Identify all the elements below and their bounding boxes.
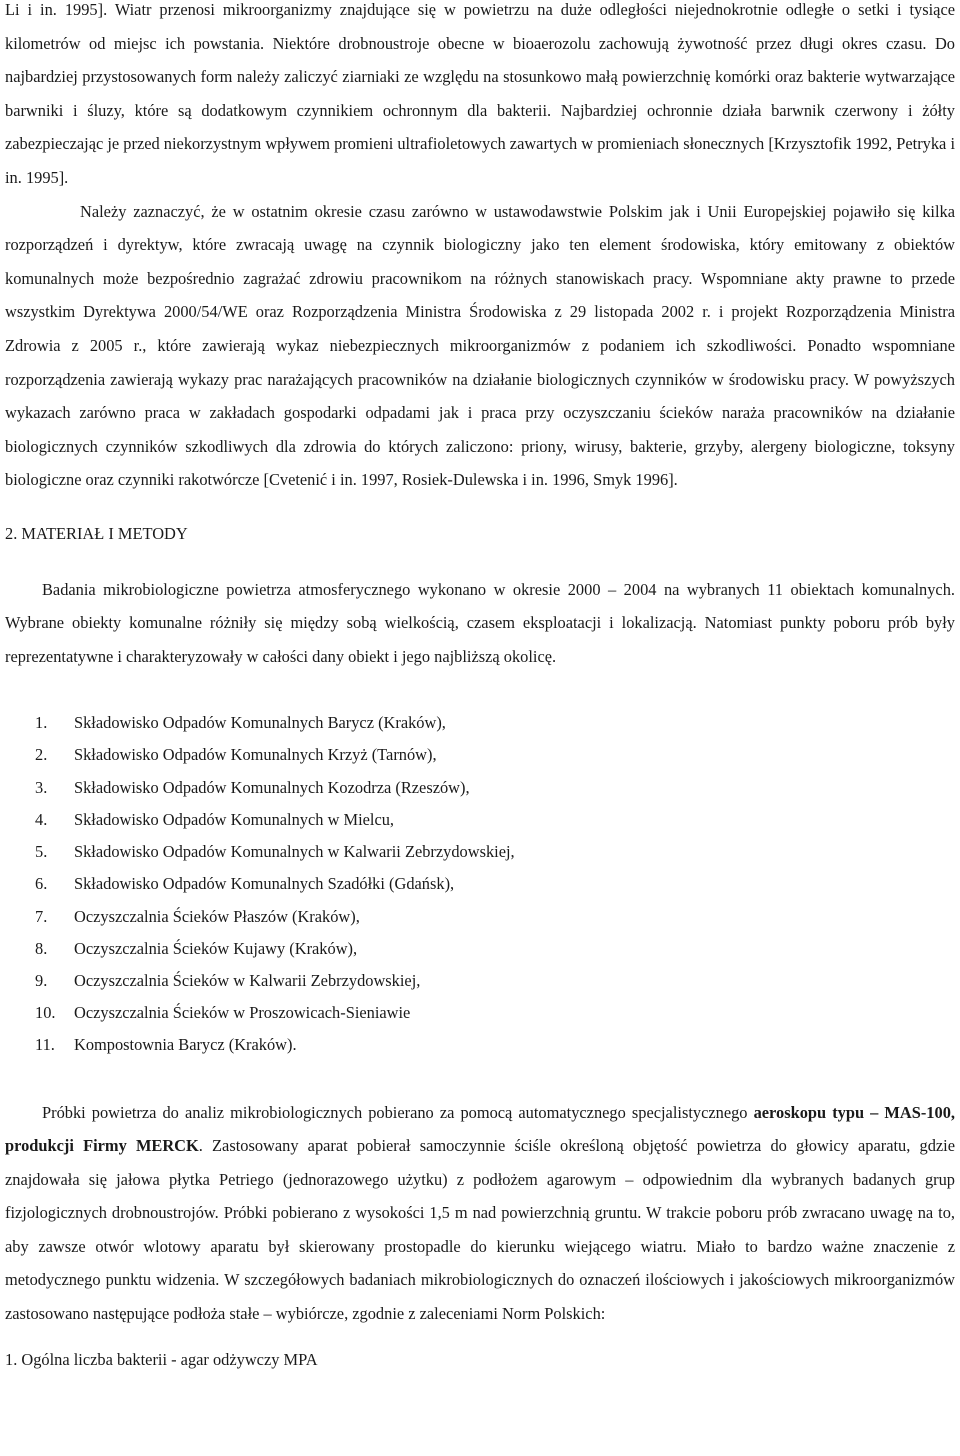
- methods-paragraph-2: [5, 1096, 955, 1331]
- list-item: 9. Oczyszczalnia Ścieków w Kalwarii Zebrzydowskiej,: [35, 970, 421, 990]
- device-name: aeroskopu typu – MAS-100, produkcji Firmy MERCK: [5, 1102, 955, 1156]
- list-item: 8. Oczyszczalnia Ścieków Kujawy (Kraków),: [35, 938, 358, 958]
- section-heading: 2. MATERIAŁ I METODY: [5, 523, 188, 543]
- methods-paragraph-2-start: Próbki powietrza do analiz mikrobiologicznych pobierano za pomocą automatycznego specjalistycznego: [42, 1102, 754, 1122]
- list-item: 3. Składowisko Odpadów Komunalnych Kozodrza (Rzeszów),: [35, 777, 470, 797]
- document-page: [5, 0, 955, 1376]
- list-item: 5. Składowisko Odpadów Komunalnych w Kalwarii Zebrzydowskiej,: [35, 842, 515, 862]
- intro-paragraph-1: Li i in. 1995]. Wiatr przenosi mikroorganizmy znajdujące się w powietrzu na duże odległości niejednokrotnie odległe o setki i tysiące kilometrów od miejsc ich powstania. Niektóre drobnoustroje obecne w bioaerozolu zachowują żywotność przez długi okres czasu. Do najbardziej przystosowanych form należy zaliczyć ziarniaki ze względu na stosunkowo małą powierzchnię komórki oraz bakterie wytwarzające barwniki i śluzy, które są dodatkowym czynnikiem ochronnym dla bakterii. Najbardziej ochronnie działa barwnik czerwony i żółty zabezpieczając je przed niekorzystnym wpływem promieni ultrafioletowych zawartych w promieniach słonecznych [Krzysztofik 1992, Petryka i in. 1995].: [5, 0, 955, 187]
- intro-paragraph-2: Należy zaznaczyć, że w ostatnim okresie czasu zarówno w ustawodawstwie Polskim jak i Unii Europejskiej pojawiło się kilka rozporządzeń i dyrektyw, które zwracają uwagę na czynnik biologiczny jako ten element środowiska, który emitowany z obiektów komunalnych może bezpośrednio zagrażać zdrowiu pracownikom na różnych stanowiskach pracy. Wspomniane akty prawne to przede wszystkim Dyrektywa 2000/54/WE oraz Rozporządzenia Ministra Środowiska z 29 listopada 2002 r. i projekt Rozporządzenia Ministra Zdrowia z 2005 r., które zawierają wykaz niebezpiecznych mikroorganizmów z podaniem ich szkodliwości. Ponadto wspomniane rozporządzenia zawierają wykazy prac narażających pracowników na działanie biologicznych czynników w środowisku pracy. W powyższych wykazach zarówno praca w zakładach gospodarki odpadami jak i praca przy oczyszczaniu ścieków naraża pracowników na działanie biologicznych czynników szkodliwych dla zdrowia do których zaliczono: priony, wirusy, bakterie, grzyby, alergeny biologiczne, toksyny biologiczne oraz czynniki rakotwórcze [Cvetenić i in. 1997, Rosiek-Dulewska i in. 1996, Smyk 1996].: [5, 201, 955, 490]
- list-item: 10. Oczyszczalnia Ścieków w Proszowicach-Sieniawie: [35, 1003, 411, 1023]
- list-item: 6. Składowisko Odpadów Komunalnych Szadółki (Gdańsk),: [35, 874, 455, 894]
- methods-paragraph-2-rest: . Zastosowany aparat pobierał samoczynnie ściśle określoną objętość powietrza do głowicy aparatu, gdzie znajdowała się jałowa płytka Petriego (jednorazowego użytku) z podłożem agarowym – odpowiednim dla wybranych badanych grup fizjologicznych drobnoustrojów. Próbki pobierano z wysokości 1,5 m nad powierzchnią gruntu. W trakcie poboru prób zwracano uwagę na to, aby zawsze otwór wlotowy aparatu był skierowany prostopadle do kierunku wiejącego wiatru. Miało to bardzo ważne znaczenie z metodycznego punktu widzenia. W szczegółowych badaniach mikrobiologicznych do oznaczeń ilościowych i jakościowych mikroorganizmów zastosowano następujące podłoża stałe – wybiórcze, zgodnie z zaleceniami Norm Polskich:: [5, 1136, 955, 1324]
- subheading-total-bacteria: 1. Ogólna liczba bakterii - agar odżywczy MPA: [5, 1349, 318, 1369]
- methods-paragraph-1: Badania mikrobiologiczne powietrza atmosferycznego wykonano w okresie 2000 – 2004 na wybranych 11 obiektach komunalnych. Wybrane obiekty komunalne różniły się między sobą wielkością, czasem eksploatacji i lokalizacją. Natomiast punkty poboru prób były reprezentatywne i charakteryzowały w całości dany obiekt i jego najbliższą okolicę.: [5, 579, 955, 666]
- list-item: 11. Kompostownia Barycz (Kraków).: [35, 1035, 297, 1055]
- list-item: 7. Oczyszczalnia Ścieków Płaszów (Kraków),: [35, 906, 360, 926]
- list-item: 1. Składowisko Odpadów Komunalnych Barycz (Kraków),: [35, 713, 446, 733]
- objects-list: [5, 707, 955, 1061]
- spacer: [5, 673, 955, 707]
- spacer: [5, 1062, 955, 1096]
- spacer: [5, 551, 955, 573]
- list-item: 4. Składowisko Odpadów Komunalnych w Mielcu,: [35, 809, 395, 829]
- list-item: 2. Składowisko Odpadów Komunalnych Krzyż (Tarnów),: [35, 745, 437, 765]
